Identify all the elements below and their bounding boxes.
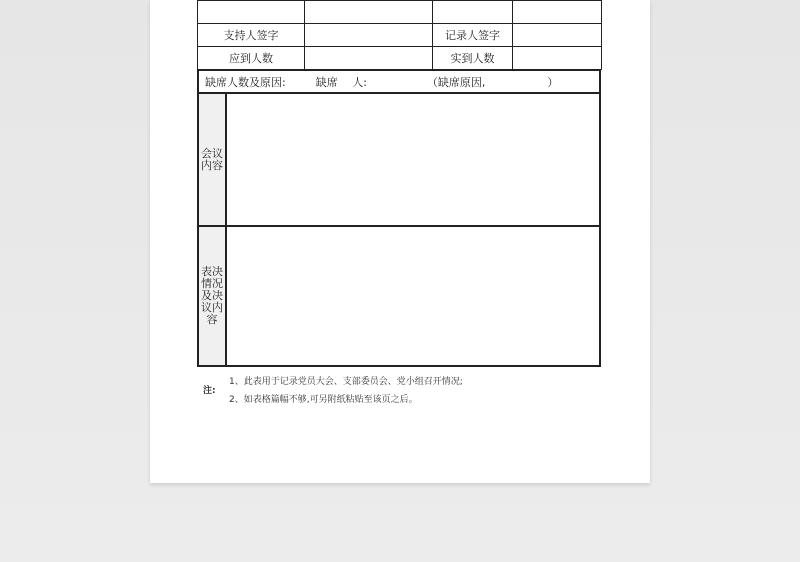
note-item-2: 2、如表格篇幅不够,可另附纸粘贴至该页之后。 [229,395,418,405]
absence-reason-close: ） [547,75,559,89]
meeting-content-field[interactable] [227,94,599,225]
actual-attendance-label: 实到人数 [433,47,513,70]
absence-row [197,70,601,94]
host-signature-field[interactable] [305,24,433,47]
absence-count-label: 缺席人数及原因: [205,75,286,89]
resolution-label [199,227,227,365]
resolution-field[interactable] [227,227,599,365]
recorder-signature-field[interactable] [513,24,602,47]
actual-attendance-field[interactable] [513,47,602,70]
notes-title: 注: [203,386,216,396]
note-item-1: 1、此表用于记录党员大会、支部委员会、党小组召开情况; [229,377,463,387]
table-top-strip [198,1,602,24]
meeting-record-form [197,0,601,410]
signature-table [197,0,602,70]
table-row [198,24,602,47]
meeting-content-section [197,94,601,227]
document-page [150,0,650,483]
notes-block [197,370,601,410]
absent-person-label: 缺席 人: [315,75,367,89]
meeting-content-label [199,94,227,225]
expected-attendance-field[interactable] [305,47,433,70]
expected-attendance-label: 应到人数 [198,47,305,70]
resolution-section [197,227,601,367]
table-row [198,47,602,70]
resolution-label-text: 表决情况及决议内容 [201,265,223,326]
host-signature-label: 支持人签字 [198,24,305,47]
recorder-signature-label: 记录人签字 [433,24,513,47]
meeting-content-label-text: 会议内容 [201,146,223,172]
absence-reason-open: （缺席原因, [426,75,486,89]
